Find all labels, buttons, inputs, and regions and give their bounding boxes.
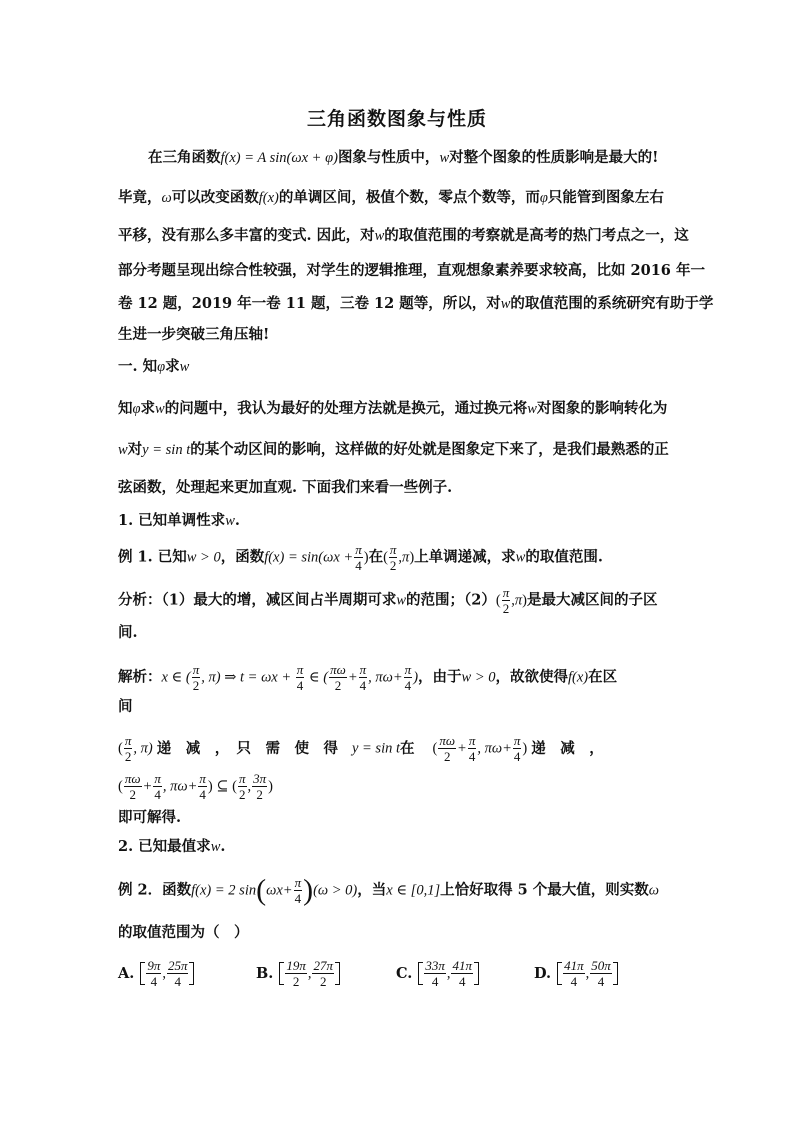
text: 的取值范围. bbox=[525, 548, 603, 566]
text: 是最大减区间的子区 bbox=[526, 591, 658, 609]
numerator: π bbox=[355, 542, 362, 557]
example-2: 例 2．函数f(x) = 2 sin(ωx+ $\frac{\pi}{4}$ )(ω > 0)，当x ∈ [0,1]上恰好取得 5 个最大值，则实数ω bbox=[118, 873, 660, 907]
section1-line-3: 弦函数，处理起来更加直观. 下面我们来看一些例子. bbox=[118, 479, 453, 496]
option-b[interactable]: B. $\frac{19\pi}{2}$ , $\frac{27\pi}{2}$ bbox=[256, 958, 340, 989]
denominator: 4 bbox=[154, 787, 161, 802]
text: 可以改变函数 bbox=[171, 189, 259, 206]
text: 在区 bbox=[588, 668, 618, 686]
denominator: 2 bbox=[238, 787, 246, 802]
denominator: 4 bbox=[294, 891, 302, 906]
var-w: w bbox=[210, 839, 221, 855]
text: . bbox=[220, 838, 226, 855]
denominator: 4 bbox=[199, 787, 206, 802]
fraction-pi-4 bbox=[354, 542, 363, 573]
text: 毕竟， bbox=[118, 189, 162, 206]
numerator: 19π bbox=[286, 958, 306, 973]
section1-line-2 bbox=[118, 440, 669, 460]
var-w: w bbox=[225, 513, 235, 529]
text: 上恰好取得 5 个最大值，则实数 bbox=[440, 881, 649, 899]
numerator: 25π bbox=[167, 958, 188, 973]
numerator: π bbox=[359, 662, 367, 677]
text: 只能管到图象左右 bbox=[547, 189, 664, 206]
denominator: 2 bbox=[443, 749, 451, 764]
text: ，函数 bbox=[220, 548, 265, 566]
var-pi: π bbox=[514, 592, 523, 609]
section1-line-1 bbox=[118, 399, 667, 419]
var-w: w bbox=[500, 296, 511, 312]
text: 一. 知 bbox=[118, 358, 158, 375]
denominator: 2 bbox=[334, 678, 342, 693]
text: 的取值范围的系统研究有助于学 bbox=[510, 295, 714, 312]
fraction-pi-4 bbox=[198, 771, 207, 802]
numerator: π bbox=[389, 542, 397, 557]
item-2-heading bbox=[118, 837, 225, 857]
var-w: w bbox=[179, 359, 190, 375]
formula-sin-t: y = sin t bbox=[142, 442, 191, 458]
text: . bbox=[234, 512, 240, 529]
denominator: 2 bbox=[389, 558, 397, 573]
numerator: π bbox=[513, 733, 521, 748]
intro-line-5 bbox=[118, 294, 713, 314]
formula-f: f(x) = 2 sin bbox=[191, 882, 257, 899]
option-d[interactable]: D. $\frac{41\pi}{4}$ , $\frac{50\pi}{4}$ bbox=[534, 958, 618, 989]
analysis-line-2: 间. bbox=[118, 624, 138, 641]
var-w: w bbox=[155, 401, 165, 417]
text: 的单调区间，极值个数，零点个数等，而 bbox=[278, 189, 540, 206]
denominator: 4 bbox=[174, 974, 181, 989]
intro-line-1 bbox=[148, 148, 658, 168]
fraction-pi-4 bbox=[513, 733, 522, 764]
text: 分析：（1）最大的增，减区间占半周期可求 bbox=[118, 591, 397, 609]
numerator: π bbox=[238, 771, 246, 786]
numerator: π bbox=[124, 733, 132, 748]
text: 1. 已知单调性求 bbox=[118, 512, 226, 529]
denominator: 4 bbox=[404, 678, 412, 693]
text: ，故欲使得 bbox=[495, 668, 568, 686]
fraction-pi-2 bbox=[192, 662, 201, 693]
var-w: w bbox=[439, 150, 450, 166]
option-label: D. bbox=[534, 965, 552, 982]
numerator: π bbox=[502, 585, 510, 600]
fraction-piw-2 bbox=[124, 771, 142, 802]
denominator: 4 bbox=[431, 974, 439, 989]
denominator: 4 bbox=[296, 678, 304, 693]
text: 知 bbox=[118, 400, 133, 417]
text: 的范围；（2） bbox=[406, 591, 496, 609]
fraction-pi-4 bbox=[359, 662, 368, 693]
denominator: 4 bbox=[597, 974, 605, 989]
option-label: B. bbox=[256, 965, 274, 982]
formula-sin-t: y = sin t bbox=[351, 740, 400, 757]
text: 图象与性质中， bbox=[337, 149, 440, 166]
text: ，当 bbox=[357, 881, 387, 899]
numerator: πω bbox=[124, 771, 141, 786]
text: 递 减 ， 只 需 使 得 bbox=[156, 739, 338, 757]
solution-line-3: ( $\frac{\pi}{2}$ , π) 递 减 ， 只 需 使 得 y = sin t在 ( $\frac{\pi\omega}{2}$ + $\frac{\pi}{4}$ , πω+ $\frac{\pi}{4}$ ) 递 减 ， bbox=[118, 733, 604, 764]
text: 卷 12 题，2019 年一卷 11 题，三卷 12 题等，所以，对 bbox=[118, 295, 501, 312]
fraction-pi-2 bbox=[389, 542, 398, 573]
intro-line-2 bbox=[118, 188, 664, 208]
solution-line-2: 间 bbox=[118, 698, 133, 715]
denominator: 2 bbox=[502, 601, 510, 616]
numerator: 50π bbox=[591, 958, 611, 973]
text: 在 bbox=[368, 548, 384, 566]
var-fx: f(x) bbox=[258, 190, 279, 206]
text: 对 bbox=[127, 441, 143, 458]
fraction-3pi-2 bbox=[252, 771, 267, 802]
fraction-pi-4 bbox=[296, 662, 305, 693]
analysis-line-1: 分析：（1）最大的增，减区间占半周期可求w的范围；（2）( $\frac{\pi}{2}$ ,π)是最大减区间的子区 bbox=[118, 585, 658, 616]
fraction-pi-4 bbox=[294, 875, 303, 906]
denominator: 2 bbox=[192, 678, 200, 693]
numerator: 33π bbox=[425, 958, 445, 973]
text: 例 2．函数 bbox=[118, 881, 192, 899]
text: 平移，没有那么多丰富的变式. 因此，对 bbox=[118, 227, 375, 244]
numerator: 3π bbox=[253, 771, 267, 786]
numerator: 9π bbox=[147, 958, 161, 973]
text: 的问题中，我认为最好的处理方法就是换元，通过换元将 bbox=[164, 400, 528, 417]
numerator: π bbox=[199, 771, 206, 786]
denominator: 2 bbox=[124, 749, 132, 764]
text: 的取值范围的考察就是高考的热门考点之一，这 bbox=[384, 227, 689, 244]
var-w: w bbox=[527, 401, 537, 417]
solution-line-4: ( $\frac{\pi\omega}{2}$ + $\frac{\pi}{4}$ , πω+ $\frac{\pi}{4}$ ) ⊆ ( $\frac{\pi}{2}$ , $\frac{3\pi}{2}$ ) bbox=[118, 771, 273, 802]
text: 在三角函数 bbox=[148, 149, 221, 166]
numerator: π bbox=[192, 662, 200, 677]
denominator: 2 bbox=[292, 974, 300, 989]
fraction-pi-4 bbox=[153, 771, 162, 802]
numerator: πω bbox=[330, 662, 346, 677]
text: 对图象的影响转化为 bbox=[536, 400, 668, 417]
denominator: 4 bbox=[468, 749, 476, 764]
var-w: w bbox=[118, 442, 128, 458]
fraction-pi-2 bbox=[124, 733, 133, 764]
section-heading-1 bbox=[118, 357, 189, 377]
formula-cond: w > 0 bbox=[186, 549, 221, 566]
example-2-line-2: 的取值范围为（ ） bbox=[118, 924, 249, 941]
denominator: 4 bbox=[359, 678, 367, 693]
text: 解析： bbox=[118, 668, 162, 686]
intro-line-6: 生进一步突破三角压轴! bbox=[118, 326, 270, 343]
var-phi: φ bbox=[132, 401, 141, 417]
intro-line-3 bbox=[118, 226, 689, 246]
fraction-pi-2 bbox=[238, 771, 247, 802]
intro-line-4: 部分考题呈现出综合性较强，对学生的逻辑推理，直观想象素养要求较高，比如 2016 年一 bbox=[118, 262, 705, 279]
denominator: 2 bbox=[129, 787, 136, 802]
numerator: πω bbox=[439, 733, 456, 748]
text: ，由于 bbox=[418, 668, 462, 686]
denominator: 4 bbox=[355, 558, 362, 573]
fraction-piw-2 bbox=[329, 662, 347, 693]
formula-f: f(x) = A sin(ωx + φ) bbox=[220, 150, 338, 166]
formula-interval: x ∈ [0,1] bbox=[386, 882, 441, 899]
numerator: π bbox=[294, 875, 302, 890]
solution-conclusion: 即可解得. bbox=[118, 809, 182, 826]
var-phi: φ bbox=[539, 190, 548, 206]
text: 2. 已知最值求 bbox=[118, 838, 211, 855]
fraction-piw-2 bbox=[438, 733, 456, 764]
var-pi: π bbox=[402, 549, 410, 566]
var-w: w bbox=[396, 592, 407, 609]
option-label: A. bbox=[118, 965, 135, 982]
denominator: 4 bbox=[513, 749, 521, 764]
formula-cond: (ω > 0) bbox=[313, 882, 358, 899]
fraction-pi-2 bbox=[502, 585, 511, 616]
var-omega: ω bbox=[648, 882, 660, 899]
option-a[interactable]: A. $\frac{9\pi}{4}$ , $\frac{25\pi}{4}$ bbox=[118, 958, 194, 989]
denominator: 4 bbox=[570, 974, 578, 989]
numerator: 41π bbox=[452, 958, 472, 973]
fraction-pi-4 bbox=[468, 733, 477, 764]
page-title: 三角函数图象与性质 bbox=[306, 108, 487, 130]
item-1-heading bbox=[118, 511, 240, 531]
numerator: π bbox=[296, 662, 304, 677]
text: 对整个图象的性质影响是最大的! bbox=[449, 149, 659, 166]
denominator: 4 bbox=[150, 974, 158, 989]
numerator: 27π bbox=[313, 958, 333, 973]
numerator: π bbox=[468, 733, 476, 748]
option-label: C. bbox=[396, 965, 413, 982]
var-phi: φ bbox=[157, 359, 166, 375]
text: 递 减 ， bbox=[531, 739, 604, 757]
formula-cond: w > 0 bbox=[461, 669, 496, 686]
text: 的某个动区间的影响，这样做的好处就是图象定下来了，是我们最熟悉的正 bbox=[190, 441, 669, 458]
fraction-pi-4 bbox=[404, 662, 413, 693]
formula-f: f(x) = sin(ωx + bbox=[264, 549, 354, 566]
text: 求 bbox=[140, 400, 156, 417]
var-omega: ω bbox=[161, 190, 172, 206]
var-w: w bbox=[374, 228, 385, 244]
numerator: π bbox=[154, 771, 161, 786]
text: 在 bbox=[400, 739, 415, 757]
solution-line-1: 解析：x ∈ ( $\frac{\pi}{2}$ , π) ⇒ t = ωx + $\frac{\pi}{4}$ ∈ ( $\frac{\pi\omega}{2}$ + $\frac{\pi}{4}$ , πω+ $\frac{\pi}{4}$ )，由于w > 0，故欲使得f(x)在区 bbox=[118, 662, 618, 693]
numerator: 41π bbox=[564, 958, 584, 973]
text: 例 1. 已知 bbox=[118, 548, 187, 566]
example-1: 例 1. 已知w > 0，函数f(x) = sin(ωx + $\frac{\pi}{4}$ )在( $\frac{\pi}{2}$ ,π)上单调递减，求w的取值范围. bbox=[118, 542, 603, 573]
denominator: 2 bbox=[256, 787, 263, 802]
var-w: w bbox=[515, 549, 526, 566]
text: 求 bbox=[165, 358, 180, 375]
denominator: 2 bbox=[319, 974, 327, 989]
numerator: π bbox=[404, 662, 412, 677]
var-fx: f(x) bbox=[568, 669, 589, 686]
denominator: 4 bbox=[458, 974, 466, 989]
text: 上单调递减，求 bbox=[414, 548, 516, 566]
option-c[interactable]: C. $\frac{33\pi}{4}$ , $\frac{41\pi}{4}$ bbox=[396, 958, 479, 989]
